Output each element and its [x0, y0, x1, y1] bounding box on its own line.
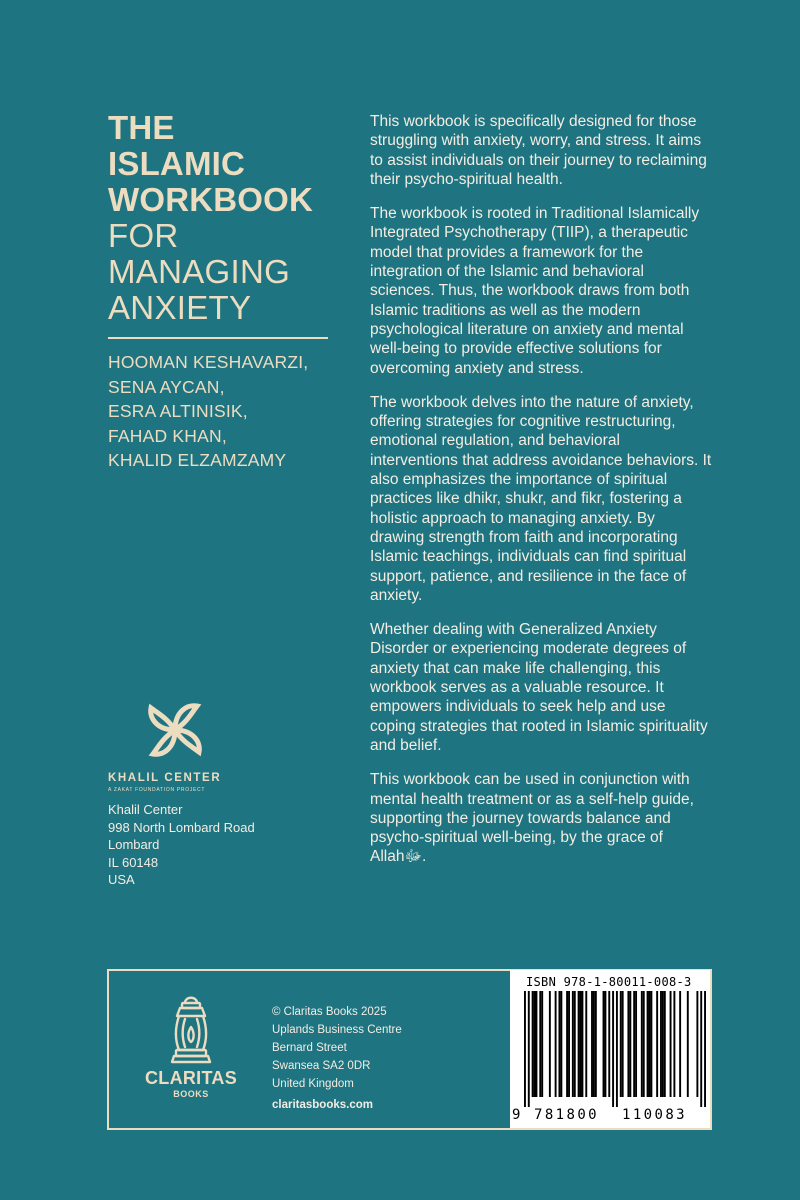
khalil-center-address [108, 801, 255, 889]
description-paragraph: The workbook is rooted in Traditional Islamically Integrated Psychotherapy (TIIP), a therapeutic model that provides a framework for the integration of the Islamic and behavioral sciences. Thus, the workbook draws from both Islamic traditions as well as the modern psychological literature on anxiety and mental well-being to provide effective solutions for overcoming anxiety and stress. [370, 205, 700, 377]
author-name: HOOMAN KESHAVARZI, [108, 352, 309, 372]
barcode-bar [591, 991, 593, 1097]
barcode-bar [700, 991, 702, 1107]
title-line-anxiety: ANXIETY [108, 289, 252, 326]
barcode-bar [687, 991, 689, 1097]
barcode-bar [670, 991, 672, 1097]
barcode-bars [524, 991, 706, 1107]
description-paragraph: This workbook is specifically designed for those struggling with anxiety, worry, and stress. It aims to assist individuals on their journey to reclaiming their psycho-spiritual health. [370, 113, 707, 188]
barcode-bar [660, 991, 662, 1097]
barcode-bar [585, 991, 587, 1097]
barcode-bar [578, 991, 580, 1097]
barcode-bar [574, 991, 576, 1097]
claritas-logo-text: CLARITAS [144, 1068, 238, 1088]
address-line: USA [108, 872, 135, 888]
barcode-bar [560, 991, 562, 1097]
barcode-bar [649, 991, 651, 1097]
barcode-bar [603, 991, 605, 1097]
barcode-bar [539, 991, 541, 1097]
barcode-bar [558, 991, 560, 1097]
barcode-bar [629, 991, 631, 1097]
barcode-bar [643, 991, 645, 1097]
barcode-bar [650, 991, 652, 1097]
book-title [108, 110, 348, 326]
author-name: ESRA ALTINISIK, [108, 401, 248, 421]
barcode-bar [593, 991, 595, 1097]
author-name: SENA AYCAN, [108, 376, 225, 397]
description-paragraph: The workbook delves into the nature of anxiety, offering strategies for cognitive restructuring, emotional regulation, and behavioral interventions that address avoidance behaviors. It also emphasizes the importance of spiritual practices like dhikr, shukr, and fikr, fostering a holistic approach to managing anxiety. By drawing strength from faith and incorporating Islamic teachings, individuals can find spiritual support, patience, and resilience in the face of anxiety. [370, 393, 712, 604]
barcode-bar [541, 991, 543, 1097]
barcode-bar [572, 991, 574, 1097]
address-line: United Kingdom [272, 1078, 354, 1090]
title-line-managing: MANAGING [108, 253, 291, 290]
barcode-bar [535, 991, 537, 1097]
barcode-bar [679, 991, 681, 1097]
barcode-bar [662, 991, 664, 1097]
address-line: Khalil Center [108, 802, 183, 817]
barcode-bar [696, 991, 698, 1097]
barcode-bar [580, 991, 582, 1097]
barcode-bar [664, 991, 666, 1097]
address-line: Swansea SA2 0DR [272, 1060, 371, 1072]
address-line: Lombard [108, 837, 160, 853]
address-line: Bernard Street [272, 1042, 347, 1054]
barcode-first-digit: 9 [512, 1107, 521, 1123]
khalil-center-logo-icon [135, 690, 215, 770]
barcode-bar [647, 991, 649, 1097]
barcode-bar [524, 991, 526, 1107]
barcode-bar [568, 991, 570, 1097]
barcode-bar [566, 991, 568, 1097]
title-line-for: FOR [108, 217, 179, 254]
barcode-bar [532, 991, 534, 1097]
isbn-barcode [510, 970, 710, 1128]
title-line-islamic: ISLAMIC [108, 145, 246, 182]
author-list [108, 350, 348, 473]
title-line-workbook: WORKBOOK [108, 181, 314, 218]
barcode-bar [528, 991, 530, 1107]
title-divider [108, 337, 328, 339]
khalil-center-logo-text: KHALIL CENTER [108, 772, 222, 784]
barcode-left-digits: 781800 [534, 1107, 599, 1123]
barcode-bar [595, 991, 597, 1097]
barcode-bar [633, 991, 635, 1097]
claritas-logo-subtitle: BOOKS [173, 1089, 209, 1099]
barcode-bar [704, 991, 706, 1107]
publisher-imprint [272, 1003, 402, 1114]
isbn-label: ISBN 978-1-80011-008-3 [526, 975, 692, 989]
copyright-line: © Claritas Books 2025 [272, 1006, 387, 1018]
address-line: IL 60148 [108, 854, 159, 870]
barcode-bar [616, 991, 618, 1107]
barcode-bar [622, 991, 624, 1097]
barcode-bar [673, 991, 675, 1097]
barcode-bar [656, 991, 658, 1097]
title-line-the: THE [108, 109, 175, 146]
lantern-icon [168, 994, 214, 1066]
barcode-bar [608, 991, 610, 1097]
barcode-bar [641, 991, 643, 1097]
back-cover-description [370, 112, 712, 882]
address-line: 998 North Lombard Road [108, 819, 255, 835]
barcode-bar [534, 991, 536, 1097]
barcode-bar [635, 991, 637, 1097]
description-paragraph: Whether dealing with Generalized Anxiety Disorder or experiencing moderate degrees of anxiety that can make life challenging, this workbook serves as a valuable resource. It empowers individuals to seek help and use coping strategies that rooted in Islamic spirituality and belief. [370, 621, 708, 754]
barcode-bar [627, 991, 629, 1097]
barcode-bar [581, 991, 583, 1097]
barcode-bar [620, 991, 622, 1097]
barcode-right-digits: 110083 [622, 1107, 687, 1123]
publisher-website: claritasbooks.com [272, 1099, 373, 1111]
barcode-bar [555, 991, 557, 1097]
barcode-bar [604, 991, 606, 1097]
khalil-center-logo-subtitle: A ZAKAT FOUNDATION PROJECT [108, 787, 206, 793]
address-line: Uplands Business Centre [272, 1024, 402, 1036]
description-paragraph: This workbook can be used in conjunction with mental health treatment or as a self-help guide, supporting the journey towards balance and psycho-spiritual well-being, by the grace of Allahﷻ. [370, 771, 694, 866]
barcode-bar [549, 991, 551, 1097]
author-name: FAHAD KHAN, [108, 425, 227, 446]
author-name: KHALID ELZAMZAMY [108, 450, 287, 470]
barcode-bar [612, 991, 614, 1107]
